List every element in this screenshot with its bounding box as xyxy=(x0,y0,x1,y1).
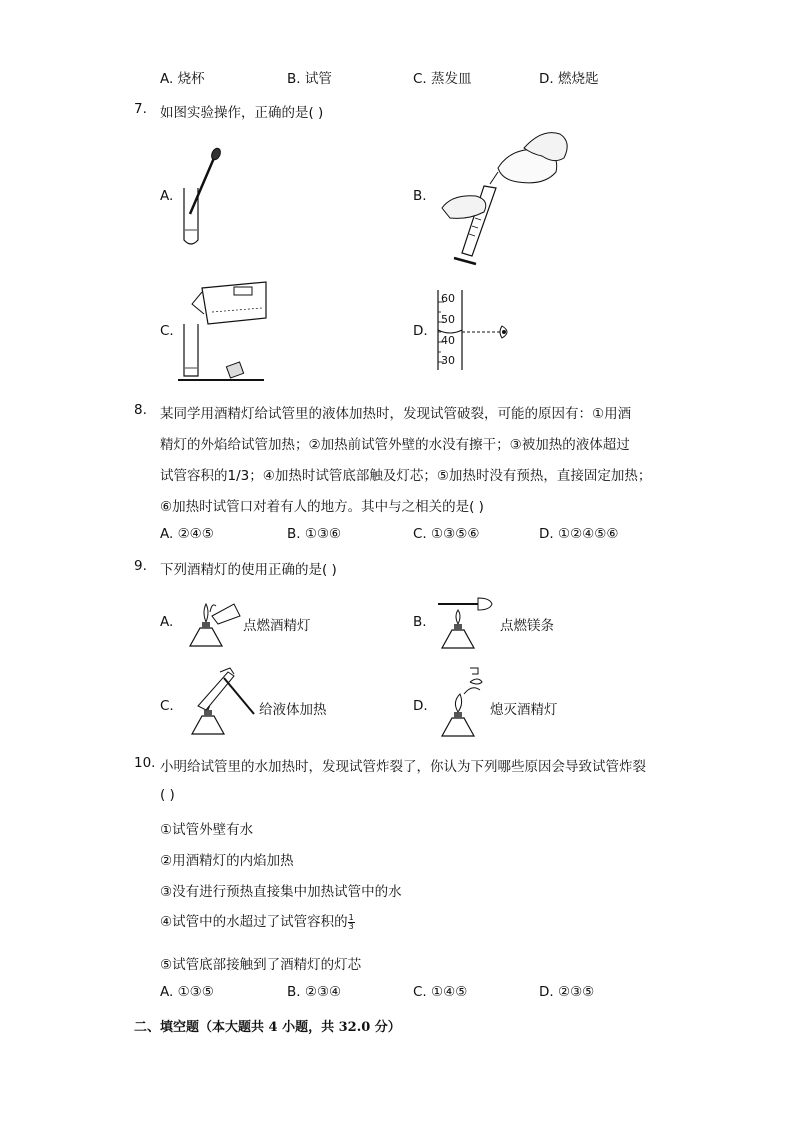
adding-solid-to-tube-figure xyxy=(178,278,268,384)
q9-caption-b: 点燃镁条 xyxy=(500,618,554,634)
lamp-heating-liquid-figure xyxy=(184,666,258,738)
cylinder-tick-50: 50 xyxy=(441,313,455,326)
q7-label-a: A. xyxy=(160,188,174,204)
q7-number: 7. xyxy=(134,101,147,117)
q8-line-4: ⑥加热时试管口对着有人的地方。其中与之相关的是( ) xyxy=(160,499,484,515)
q7-label-d: D. xyxy=(413,323,428,339)
q10-stem: 小明给试管里的水加热时，发现试管炸裂了，你认为下列哪些原因会导致试管炸裂 xyxy=(160,759,646,775)
dropper-in-tube-figure xyxy=(178,144,228,250)
q7-label-c: C. xyxy=(160,323,174,339)
q9-label-a: A. xyxy=(160,614,174,630)
q10-item-4-text: ④试管中的水超过了试管容积的 xyxy=(160,914,348,930)
q10-option-d: D. ②③⑤ xyxy=(539,984,595,1000)
q10-item-2: ②用酒精灯的内焰加热 xyxy=(160,853,294,869)
q8-line-2: 精灯的外焰给试管加热；②加热前试管外壁的水没有擦干；③被加热的液体超过 xyxy=(160,437,630,453)
q9-caption-a: 点燃酒精灯 xyxy=(243,618,311,634)
cylinder-tick-30: 30 xyxy=(441,354,455,367)
q8-line-3: 试管容积的1/3；④加热时试管底部触及灯芯；⑤加热时没有预热，直接固定加热； xyxy=(160,468,652,484)
q6-option-a: A. 烧杯 xyxy=(160,71,205,87)
fraction-one-third: $\frac{1}{3}$ xyxy=(348,912,354,931)
q6-option-b: B. 试管 xyxy=(287,71,332,87)
q9-stem: 下列酒精灯的使用正确的是( ) xyxy=(160,562,337,578)
lamp-burning-magnesium-figure xyxy=(434,594,494,652)
q10-number: 10. xyxy=(134,755,156,771)
q8-option-b: B. ①③⑥ xyxy=(287,526,342,542)
q10-option-c: C. ①④⑤ xyxy=(413,984,468,1000)
q9-caption-d: 熄灭酒精灯 xyxy=(490,702,558,718)
q7-stem: 如图实验操作，正确的是( ) xyxy=(160,105,324,121)
q10-option-a: A. ①③⑤ xyxy=(160,984,214,1000)
q6-option-d: D. 燃烧匙 xyxy=(539,71,599,87)
q9-caption-c: 给液体加热 xyxy=(259,702,327,718)
q9-number: 9. xyxy=(134,558,147,574)
q8-option-a: A. ②④⑤ xyxy=(160,526,214,542)
q10-option-b: B. ②③④ xyxy=(287,984,342,1000)
q8-option-c: C. ①③⑤⑥ xyxy=(413,526,480,542)
pouring-into-cylinder-figure xyxy=(432,128,574,266)
q9-label-d: D. xyxy=(413,698,428,714)
q10-item-1: ①试管外壁有水 xyxy=(160,822,254,838)
q8-number: 8. xyxy=(134,402,147,418)
q9-label-b: B. xyxy=(413,614,427,630)
cylinder-tick-60: 60 xyxy=(441,292,455,305)
q9-label-c: C. xyxy=(160,698,174,714)
q10-item-4 xyxy=(160,910,355,931)
q10-item-5: ⑤试管底部接触到了酒精灯的灯芯 xyxy=(160,957,362,973)
q10-paren: ( ) xyxy=(160,787,175,803)
q10-item-3: ③没有进行预热直接集中加热试管中的水 xyxy=(160,884,402,900)
q7-label-b: B. xyxy=(413,188,427,204)
lamp-blowing-out-figure xyxy=(434,664,494,740)
q6-option-c: C. 蒸发皿 xyxy=(413,71,472,87)
section-title: 二、填空题（本大题共 4 小题，共 32.0 分） xyxy=(134,1020,401,1035)
q8-option-d: D. ①②④⑤⑥ xyxy=(539,526,619,542)
lamp-lighting-with-lamp-figure xyxy=(182,594,242,650)
cylinder-tick-40: 40 xyxy=(441,334,455,347)
q8-line-1: 某同学用酒精灯给试管里的液体加热时，发现试管破裂，可能的原因有：①用酒 xyxy=(160,406,632,422)
